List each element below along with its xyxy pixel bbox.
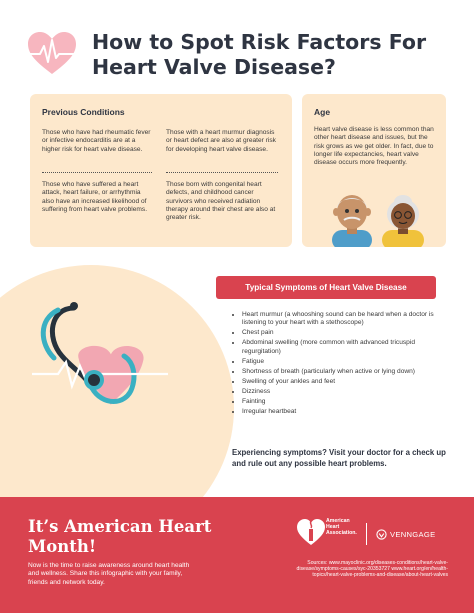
footer-title: It’s American Heart Month!	[28, 517, 212, 556]
symptoms-list	[232, 311, 447, 418]
footer-text: Now is the time to raise awareness around heart health and wellness. Share this infographic with your family, friends and network today.	[28, 562, 190, 586]
age-title: Age	[314, 107, 331, 117]
condition-item: Those with a heart murmur diagnosis or heart defect are also at greater risk for developing heart valve disease.	[166, 129, 276, 153]
age-text: Heart valve disease is less common than other heart disease and issues, but the risk grows as we get older. In fact, due to longer life expectancies, heart valve disease occurs more frequently.	[314, 126, 434, 167]
previous-conditions-card	[30, 94, 292, 247]
list-item: • Irregular heartbeat	[242, 408, 447, 416]
list-item: • Dizziness	[242, 388, 447, 396]
logo-divider	[366, 523, 367, 545]
age-card	[302, 94, 446, 247]
list-item: • Shortness of breath (particularly when active or lying down)	[242, 368, 447, 376]
condition-item: Those born with congenital heart defects, and childhood cancer survivors who received radiation therapy around their chest are also at greater risk.	[166, 181, 276, 222]
symptoms-header: Typical Symptoms of Heart Valve Disease	[216, 276, 436, 299]
divider	[42, 172, 152, 173]
list-item: • Chest pain	[242, 329, 447, 337]
aha-name: American Heart Association.	[326, 518, 357, 536]
condition-item: Those who have had rheumatic fever or infective endocarditis are at a higher risk for heart valve disease.	[42, 129, 151, 153]
list-item: • Swelling of your ankles and feet	[242, 378, 447, 386]
list-item: • Abdominal swelling (more common with advanced tricuspid regurgitation)	[242, 339, 447, 356]
list-item: • Heart murmur (a whooshing sound can be heard when a doctor is listening to your heart with a stethoscope)	[242, 311, 447, 328]
divider	[166, 172, 278, 173]
sources: Sources: www.mayoclinic.org/diseases-conditions/heart-valve-disease/symptoms-causes/syc-20353727 www.heart.org/en/health-topics/heart-valve-problems-and-disease/about-heart-valves	[296, 560, 448, 579]
list-item: • Fatigue	[242, 358, 447, 366]
previous-conditions-title: Previous Conditions	[42, 107, 125, 117]
venngage-logo-icon	[376, 529, 387, 540]
call-to-action: Experiencing symptoms? Visit your doctor for a check up and rule out any possible heart problems.	[232, 448, 446, 468]
elderly-couple-illustration	[328, 190, 428, 247]
aha-heart-torch-logo	[296, 517, 326, 547]
footer-banner	[0, 497, 474, 613]
venngage-brand: VENNGAGE	[390, 530, 436, 539]
page-title: How to Spot Risk Factors For Heart Valve Disease?	[92, 30, 427, 79]
stethoscope-heart-icon	[28, 296, 178, 426]
condition-item: Those who have suffered a heart attack, heart failure, or arrhythmia also have an increased likelihood of suffering from heart valve problems.	[42, 181, 148, 213]
list-item: • Fainting	[242, 398, 447, 406]
heart-pulse-icon	[26, 30, 78, 76]
